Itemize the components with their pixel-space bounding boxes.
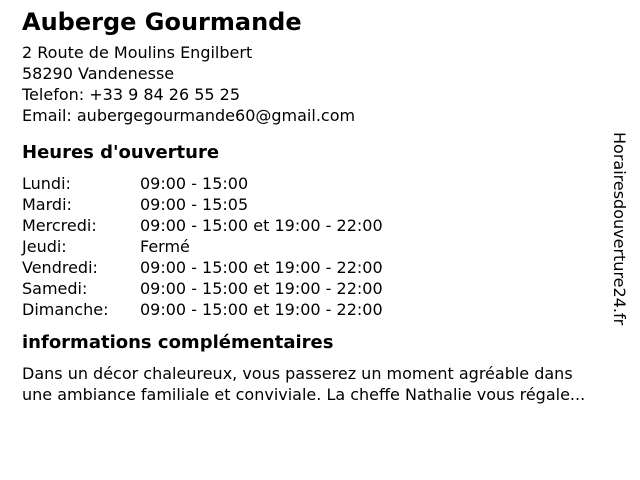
site-watermark: Horairesdouverture24.fr xyxy=(610,132,629,326)
business-name: Auberge Gourmande xyxy=(22,8,302,36)
hours-day-label: Mardi: xyxy=(22,195,72,214)
hours-time-value: 09:00 - 15:00 xyxy=(140,174,249,193)
hours-time-value: Fermé xyxy=(140,237,190,256)
hours-time-value: 09:00 - 15:05 xyxy=(140,195,249,214)
hours-day-label: Mercredi: xyxy=(22,216,97,235)
contact-info xyxy=(22,42,622,126)
hours-row-wednesday xyxy=(22,215,622,236)
hours-time-value: 09:00 - 15:00 et 19:00 - 22:00 xyxy=(140,258,383,277)
hours-row-saturday xyxy=(22,278,622,299)
hours-day-label: Lundi: xyxy=(22,174,71,193)
business-listing xyxy=(22,0,622,405)
hours-day-label: Jeudi: xyxy=(22,237,67,256)
business-description xyxy=(22,363,622,405)
hours-row-sunday xyxy=(22,299,622,320)
hours-row-friday xyxy=(22,257,622,278)
description-line: Dans un décor chaleureux, vous passerez un moment agréable dans xyxy=(22,364,573,383)
hours-row-monday xyxy=(22,173,622,194)
address-street: 2 Route de Moulins Engilbert xyxy=(22,43,253,62)
hours-day-label: Vendredi: xyxy=(22,258,98,277)
phone-line: Telefon: +33 9 84 26 55 25 xyxy=(22,85,241,104)
hours-time-value: 09:00 - 15:00 et 19:00 - 22:00 xyxy=(140,300,383,319)
email-line: Email: aubergegourmande60@gmail.com xyxy=(22,106,356,125)
hours-table xyxy=(22,173,622,320)
hours-day-label: Samedi: xyxy=(22,279,88,298)
hours-time-value: 09:00 - 15:00 et 19:00 - 22:00 xyxy=(140,279,383,298)
address-city: 58290 Vandenesse xyxy=(22,64,175,83)
hours-day-label: Dimanche: xyxy=(22,300,109,319)
hours-row-tuesday xyxy=(22,194,622,215)
hours-row-thursday xyxy=(22,236,622,257)
hours-heading: Heures d'ouverture xyxy=(22,142,220,163)
additional-info-heading: informations complémentaires xyxy=(22,332,334,353)
description-line: une ambiance familiale et conviviale. La cheffe Nathalie vous régale... xyxy=(22,385,586,404)
hours-time-value: 09:00 - 15:00 et 19:00 - 22:00 xyxy=(140,216,383,235)
